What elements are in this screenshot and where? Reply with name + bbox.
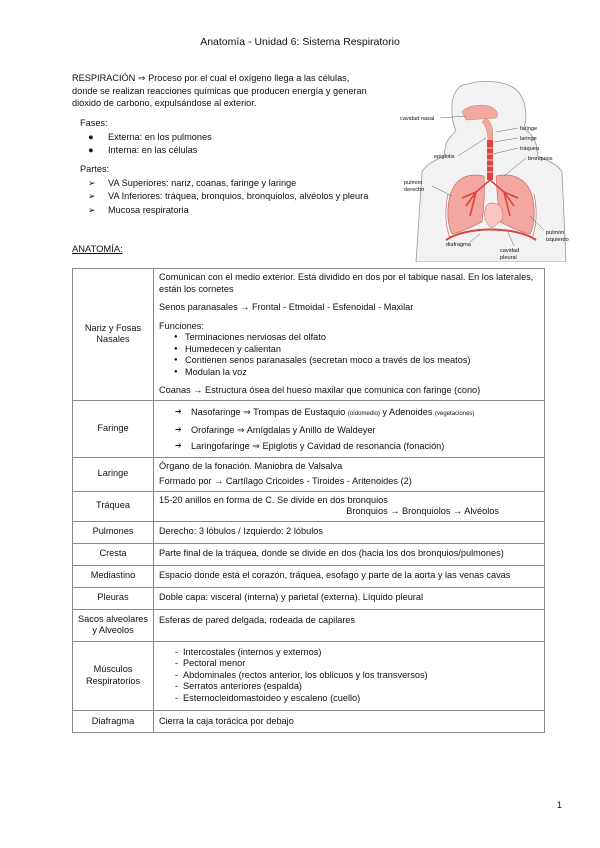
page-number: 1 <box>556 800 562 810</box>
list-item: ➔ Orofaringe ⇒ Amígdalas y Anillo de Waldeyer <box>159 422 539 438</box>
table-row <box>73 269 545 401</box>
list-item: ➔ Nasofaringe ⇒ Trompas de Eustaquio (oídomedio) y Adenoides (vegetaciones) <box>159 404 539 422</box>
list-item: - Intercostales (internos y externos) <box>159 647 539 659</box>
row-content <box>154 400 545 457</box>
list-item: - Serratos anteriores (espalda) <box>159 681 539 693</box>
row-header: Diafragma <box>73 711 154 733</box>
label-pulmon-izquierdo-2: izquierdo <box>546 237 569 243</box>
row-header: Tráquea <box>73 491 154 521</box>
row-content: Parte final de la tráquea, donde se divide en dos (hacia los dos bronquios/pulmones) <box>154 543 545 565</box>
row-content: Cierra la caja torácica por debajo <box>154 711 545 733</box>
intro-line-1: RESPIRACIÓN ⇒ Proceso por el cual el oxígeno llega a las células, <box>72 73 350 83</box>
partes-item: ➢ VA Superiores: nariz, coanas, faringe y laringe <box>88 177 296 191</box>
table-row <box>73 521 545 543</box>
row-header: Cresta <box>73 543 154 565</box>
list-item: ➔ Laringofaringe ⇒ Epiglotis y Cavidad de resonancia (fonación) <box>159 438 539 454</box>
partes-label: Partes: <box>80 164 110 174</box>
partes-item: ➢ Mucosa respiratoria <box>88 204 189 218</box>
table-row <box>73 543 545 565</box>
list-item: ● Modulan la voz <box>159 367 539 379</box>
label-faringe: faringe <box>520 126 538 132</box>
row-content <box>154 457 545 491</box>
row-header: Nariz y Fosas Nasales <box>73 269 154 401</box>
label-laringe: laringe <box>520 136 537 142</box>
label-pulmon-derecho: pulmón <box>404 180 423 186</box>
row-header: Faringe <box>73 400 154 457</box>
arrow-icon: ➢ <box>88 205 96 215</box>
label-epiglotis: epiglotis <box>434 154 455 160</box>
intro-paragraph <box>72 72 402 110</box>
list-item: - Esternocleidomastoideo y escaleno (cuello) <box>159 693 539 705</box>
traquea-line-2: Bronquios → Bronquiolos → Alvéolos <box>346 506 499 516</box>
label-traquea: tráquea <box>520 146 539 152</box>
table-row <box>73 400 545 457</box>
intro-line-3: dióxido de carbono, expulsándose al exterior. <box>72 98 257 108</box>
intro-line-2: donde se realizan reacciones químicas que producen energía y generan <box>72 85 367 96</box>
fases-item: ● Interna: en las células <box>88 144 197 158</box>
nariz-funciones-list <box>159 332 539 378</box>
row-header: Mediastino <box>73 565 154 587</box>
traquea-line-1: 15-20 anillos en forma de C. Se divide en dos bronquios <box>159 494 388 505</box>
anatomy-table <box>72 268 545 733</box>
arrow-icon: ➢ <box>88 178 96 188</box>
table-row <box>73 711 545 733</box>
table-row <box>73 565 545 587</box>
row-content: Doble capa: visceral (interna) y parietal (externa). Líquido pleural <box>154 587 545 609</box>
row-header: Músculos Respiratorios <box>73 641 154 711</box>
laringe-line-1: Órgano de la fonación. Maniobra de Valsalva <box>159 460 343 471</box>
row-header: Sacos alveolares y Alveolos <box>73 609 154 641</box>
label-bronquios: bronquios <box>528 156 553 162</box>
fases-item: ● Externa: en los pulmones <box>88 131 212 145</box>
anatomia-heading: ANATOMÍA: <box>72 243 123 254</box>
laringe-line-2: Formado por → Cartílago Cricoides - Tiroides - Aritenoides (2) <box>159 476 412 486</box>
row-content <box>154 491 545 521</box>
table-row <box>73 609 545 641</box>
label-cavidad-pleural: cavidad <box>500 248 520 254</box>
label-cavidad-pleural-2: pleural <box>500 255 517 261</box>
nariz-coanas: Coanas → Estructura ósea del hueso maxilar que comunica con faringe (cono) <box>159 385 481 395</box>
label-cavidad-nasal: cavidad nasal <box>400 116 435 122</box>
row-header: Laringe <box>73 457 154 491</box>
table-row <box>73 491 545 521</box>
respiratory-system-figure <box>396 76 586 262</box>
row-content <box>154 641 545 711</box>
bullet-icon: ● <box>88 132 94 142</box>
list-item: ● Contienen senos paranasales (secretan moco a través de los meatos) <box>159 355 539 367</box>
fases-label: Fases: <box>80 118 108 128</box>
label-diafragma: diafragma <box>446 242 471 248</box>
table-row <box>73 587 545 609</box>
page-title: Anatomía - Unidad 6: Sistema Respiratorio <box>200 36 400 48</box>
list-item: ● Terminaciones nerviosas del olfato <box>159 332 539 344</box>
row-content <box>154 269 545 401</box>
list-item: - Abdominales (rectos anterior, los oblicuos y los transversos) <box>159 670 539 682</box>
row-header: Pulmones <box>73 521 154 543</box>
arrow-icon: ➢ <box>88 191 96 201</box>
nariz-description: Comunican con el medio exterior. Está dividido en dos por el tabique nasal. En los laterales, están los cornetes <box>159 272 534 294</box>
bullet-icon: ● <box>88 145 94 155</box>
faringe-list <box>159 404 539 454</box>
list-item: ● Humedecen y calientan <box>159 344 539 356</box>
row-content: Espacio donde está el corazón, tráquea, esofago y parte de la aorta y las venas cavas <box>154 565 545 587</box>
nariz-senos: Senos paranasales → Frontal - Etmoidal - Esfenoidal - Maxilar <box>159 302 414 312</box>
row-header: Pleuras <box>73 587 154 609</box>
partes-item: ➢ VA Inferiores: tráquea, bronquios, bronquiolos, alvéolos y pleura <box>88 190 368 204</box>
table-row <box>73 641 545 711</box>
list-item: - Pectoral menor <box>159 658 539 670</box>
row-content: Derecho: 3 lóbulos / Izquierdo: 2 lóbulos <box>154 521 545 543</box>
label-pulmon-derecho-2: derecho <box>404 187 425 193</box>
nariz-funciones-label: Funciones: <box>159 320 204 331</box>
label-pulmon-izquierdo: pulmón <box>546 230 565 236</box>
musculos-list <box>159 647 539 705</box>
row-content: Esferas de pared delgada, rodeada de capilares <box>154 609 545 641</box>
table-row <box>73 457 545 491</box>
